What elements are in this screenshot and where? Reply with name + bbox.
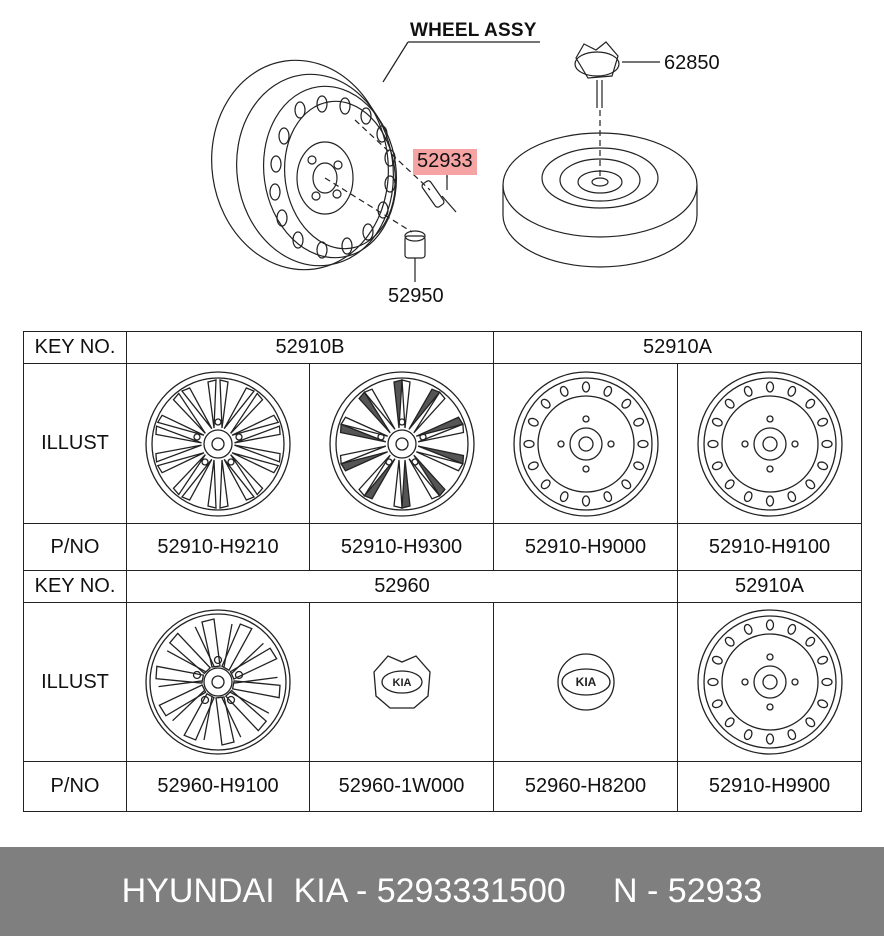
part-number: 52910-H9210: [127, 524, 310, 571]
wheel-cover-icon: [143, 607, 293, 757]
pno-row: [24, 524, 862, 571]
illust-cell: [678, 364, 862, 524]
steel-wheel-icon: [511, 369, 661, 519]
illust-label: ILLUST: [24, 603, 127, 762]
illust-cell: [494, 603, 678, 762]
illust-row: [24, 364, 862, 524]
footer-part-text: HYUNDAI KIA - 5293331500 N - 52933: [121, 872, 763, 910]
key-row: [24, 571, 862, 603]
wheel-assy-diagram: [0, 0, 884, 330]
alloy-wheel-dark-icon: [327, 369, 477, 519]
group-header: 52910A: [678, 571, 862, 603]
valve-stem-icon: [421, 176, 456, 212]
pno-label: P/NO: [24, 762, 127, 812]
illust-cell: [678, 603, 862, 762]
key-label: KEY NO.: [24, 571, 127, 603]
svg-text:KIA: KIA: [392, 677, 411, 689]
illust-cell: [494, 364, 678, 524]
group-header: 52910B: [127, 332, 494, 364]
part-number: 52960-H9100: [127, 762, 310, 812]
key-row: [24, 332, 862, 364]
callout-valve: 52933: [413, 149, 477, 175]
illust-cell: [127, 603, 310, 762]
part-number: 52910-H9900: [678, 762, 862, 812]
wheel-assy-title: WHEEL ASSY: [410, 20, 537, 41]
illust-row: [24, 603, 862, 762]
kia-emblem-icon: [546, 642, 626, 722]
alloy-wheel-icon: [143, 369, 293, 519]
illust-cell: [127, 364, 310, 524]
part-number: 52960-H8200: [494, 762, 678, 812]
kia-center-cap-icon: [362, 642, 442, 722]
illust-label: ILLUST: [24, 364, 127, 524]
part-number: 52910-H9100: [678, 524, 862, 571]
svg-text:KIA: KIA: [575, 675, 596, 689]
key-label: KEY NO.: [24, 332, 127, 364]
tire-clamp-icon: [575, 42, 660, 178]
group-header: 52910A: [494, 332, 862, 364]
lug-nut-icon: [405, 231, 425, 282]
part-number: 52910-H9300: [310, 524, 494, 571]
pno-row: [24, 762, 862, 812]
footer-bar: [0, 847, 884, 936]
steel-wheel-icon: [695, 369, 845, 519]
illust-cell: [310, 364, 494, 524]
illust-cell: [310, 603, 494, 762]
parts-table: [23, 331, 862, 812]
group-header: 52960: [127, 571, 678, 603]
pno-label: P/NO: [24, 524, 127, 571]
part-number: 52910-H9000: [494, 524, 678, 571]
callout-nut: 52950: [388, 285, 444, 307]
part-number: 52960-1W000: [310, 762, 494, 812]
steel-wheel-icon: [695, 607, 845, 757]
wheel-rim-outer-icon: [198, 49, 402, 281]
callout-cap: 62850: [664, 52, 720, 74]
